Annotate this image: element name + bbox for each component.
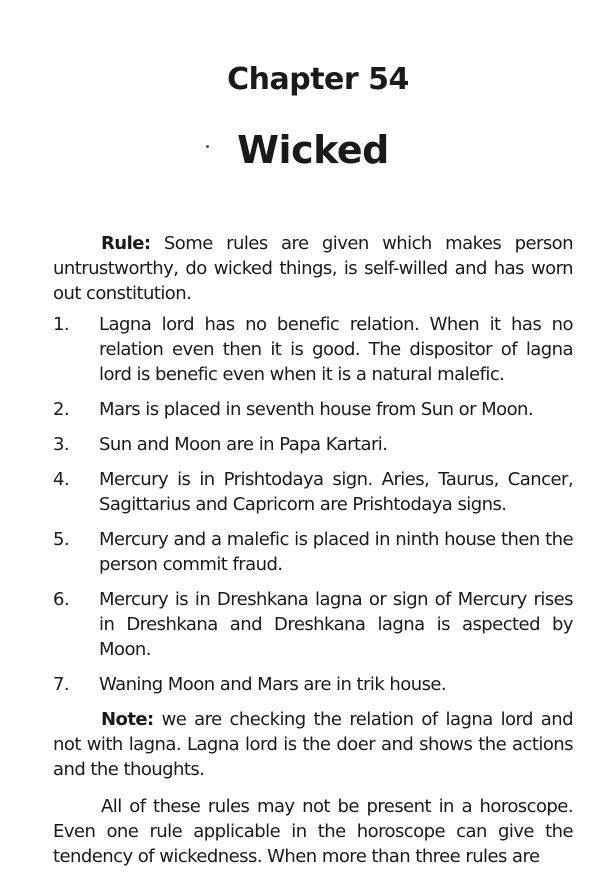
list-item <box>53 527 573 577</box>
list-number: 3. <box>53 434 70 455</box>
list-number: 6. <box>53 589 70 610</box>
list-text: Mercury is in Dreshkana lagna or sign of Mercury rises in Dreshkana and Dreshkana lagna is aspected by Moon. <box>99 589 573 660</box>
list-item <box>53 432 573 457</box>
chapter-title: Wicked <box>237 128 389 172</box>
intro-paragraph <box>53 231 573 306</box>
list-text: Mars is placed in seventh house from Sun or Moon. <box>99 399 534 420</box>
list-number: 1. <box>53 314 70 335</box>
list-text: Waning Moon and Mars are in trik house. <box>99 674 447 695</box>
list-text: Lagna lord has no benefic relation. When it has no relation even then it is good. The dispositor of lagna lord is benefic even when it is a natural malefic. <box>99 314 573 385</box>
list-text: Sun and Moon are in Papa Kartari. <box>99 434 388 455</box>
note-label: Note: <box>101 709 154 730</box>
rules-list <box>53 312 573 697</box>
body-text <box>53 231 573 869</box>
list-item <box>53 672 573 697</box>
intro-text: Some rules are given which makes person untrustworthy, do wicked things, is self-willed and has worn out constitution. <box>53 233 573 304</box>
list-item <box>53 587 573 662</box>
note-text: we are checking the relation of lagna lord and not with lagna. Lagna lord is the doer and shows the actions and the thoughts. <box>53 709 573 780</box>
list-text: Mercury is in Prishtodaya sign. Aries, Taurus, Cancer, Sagittarius and Capricorn are Prishtodaya signs. <box>99 469 573 515</box>
rule-label: Rule: <box>101 233 151 254</box>
chapter-number: Chapter 54 <box>227 62 409 97</box>
closing-paragraph: All of these rules may not be present in a horoscope. Even one rule applicable in the horoscope can give the tendency of wickedness. When more than three rules are <box>53 796 573 867</box>
note-paragraph <box>53 707 573 782</box>
list-text: Mercury and a malefic is placed in ninth house then the person commit fraud. <box>99 529 573 575</box>
list-number: 4. <box>53 469 70 490</box>
list-number: 2. <box>53 399 70 420</box>
list-item <box>53 397 573 422</box>
list-number: 5. <box>53 529 70 550</box>
list-item <box>53 312 573 387</box>
list-number: 7. <box>53 674 70 695</box>
list-item <box>53 467 573 517</box>
